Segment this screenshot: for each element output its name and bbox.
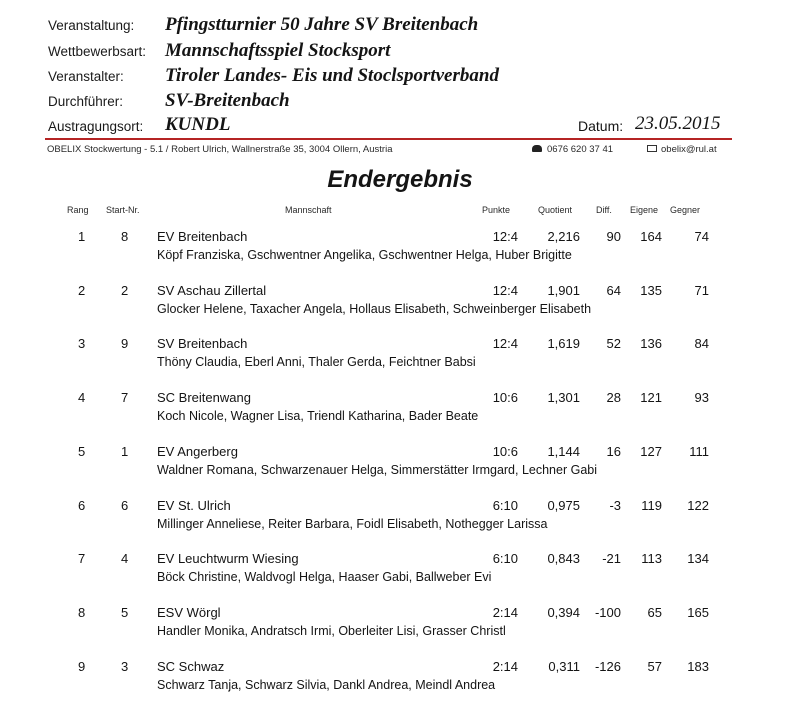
eigene-value: 127 — [640, 443, 662, 459]
gegner-value: 74 — [694, 229, 709, 244]
start-number: 3 — [121, 658, 129, 674]
field-value-wettbewerbsart: Mannschaftsspiel Stocksport — [165, 40, 391, 61]
eigene-value: 113 — [641, 551, 662, 567]
team-name: SV Aschau Zillertal — [157, 282, 267, 298]
col-diff: Diff. — [596, 205, 612, 215]
punkte-value: 6:10 — [492, 551, 518, 567]
gegner-value: 93 — [694, 390, 709, 406]
col-gegner: Gegner — [670, 205, 701, 215]
eigene-value: 136 — [640, 336, 662, 352]
team-name: EV Angerberg — [157, 443, 238, 459]
punkte-value: 2:14 — [492, 658, 518, 674]
quotient-value: 0,311 — [548, 658, 580, 674]
start-number: 4 — [121, 551, 129, 567]
header-divider — [45, 138, 732, 140]
col-start: Start-Nr. — [106, 205, 140, 215]
field-label-austragungsort: Austragungsort: — [48, 119, 144, 134]
start-number: 6 — [121, 497, 129, 513]
team-name: SC Schwaz — [157, 658, 225, 674]
datum-label: Datum: — [578, 118, 624, 134]
punkte-value: 10:6 — [492, 443, 518, 459]
phone-number: 0676 620 37 41 — [547, 144, 614, 155]
eigene-value: 164 — [640, 229, 662, 244]
gegner-value: 183 — [687, 658, 709, 674]
quotient-value: 2,216 — [547, 229, 580, 244]
quotient-value: 0,843 — [547, 551, 580, 567]
rang-value: 7 — [78, 551, 86, 567]
team-name: SC Breitenwang — [157, 390, 251, 406]
quotient-value: 0,394 — [547, 604, 580, 620]
diff-value: 90 — [606, 229, 621, 244]
diff-value: 16 — [606, 443, 621, 459]
field-label-veranstalter: Veranstalter: — [48, 69, 124, 84]
field-value-durchfuehrer: SV-Breitenbach — [165, 90, 290, 111]
field-value-veranstalter: Tiroler Landes- Eis und Stoclsportverband — [165, 65, 499, 86]
rang-value: 2 — [78, 282, 86, 298]
punkte-value: 6:10 — [492, 497, 518, 513]
datum-value: 23.05.2015 — [635, 113, 721, 134]
software-credit: OBELIX Stockwertung - 5.1 / Robert Ulrich, Wallnerstraße 35, 3004 Ollern, Austria — [47, 144, 393, 155]
quotient-value: 1,301 — [547, 390, 580, 406]
field-label-durchfuehrer: Durchführer: — [48, 94, 124, 109]
eigene-value: 121 — [640, 390, 662, 406]
gegner-value: 71 — [694, 282, 709, 298]
rang-value: 5 — [78, 443, 86, 459]
start-number: 8 — [121, 229, 129, 244]
team-name: EV Breitenbach — [157, 229, 248, 244]
punkte-value: 12:4 — [492, 229, 518, 244]
rang-value: 9 — [78, 658, 86, 674]
gegner-value: 134 — [687, 551, 709, 567]
players-list: Waldner Romana, Schwarzenauer Helga, Simmerstätter Irmgard, Lechner Gabi — [157, 462, 598, 477]
players-list: Thöny Claudia, Eberl Anni, Thaler Gerda, Feichtner Babsi — [157, 355, 476, 370]
diff-value: -3 — [609, 497, 621, 513]
mail-icon — [647, 145, 657, 152]
phone-icon — [532, 145, 542, 152]
field-value-veranstaltung: Pfingstturnier 50 Jahre SV Breitenbach — [165, 14, 479, 35]
quotient-value: 0,975 — [547, 497, 580, 513]
start-number: 2 — [121, 282, 129, 298]
diff-value: 28 — [606, 390, 621, 406]
email-address: obelix@rul.at — [661, 144, 717, 155]
col-eigene: Eigene — [630, 205, 659, 215]
quotient-value: 1,144 — [547, 443, 580, 459]
eigene-value: 65 — [647, 604, 662, 620]
rang-value: 3 — [78, 336, 86, 352]
col-team: Mannschaft — [285, 205, 332, 215]
team-name: ESV Wörgl — [157, 604, 221, 620]
start-number: 9 — [121, 336, 129, 352]
rang-value: 4 — [78, 390, 86, 406]
diff-value: -100 — [594, 604, 621, 620]
players-list: Millinger Anneliese, Reiter Barbara, Foidl Elisabeth, Nothegger Larissa — [157, 516, 548, 531]
eigene-value: 119 — [641, 497, 662, 513]
players-list: Schwarz Tanja, Schwarz Silvia, Dankl Andrea, Meindl Andrea — [157, 677, 496, 692]
rang-value: 6 — [78, 497, 86, 513]
col-quotient: Quotient — [538, 205, 573, 215]
players-list: Glocker Helene, Taxacher Angela, Hollaus Elisabeth, Schweinberger Elisabeth — [157, 301, 592, 316]
gegner-value: 122 — [687, 497, 709, 513]
diff-value: 64 — [606, 282, 621, 298]
team-name: SV Breitenbach — [157, 336, 248, 352]
field-label-veranstaltung: Veranstaltung: — [48, 18, 135, 33]
players-list: Köpf Franziska, Gschwentner Angelika, Gschwentner Helga, Huber Brigitte — [157, 248, 572, 262]
team-name: EV St. Ulrich — [157, 497, 231, 513]
start-number: 1 — [121, 443, 129, 459]
rang-value: 8 — [78, 604, 86, 620]
punkte-value: 12:4 — [492, 282, 518, 298]
page-title: Endergebnis — [327, 166, 473, 193]
diff-value: -21 — [602, 551, 621, 567]
diff-value: -126 — [594, 658, 621, 674]
gegner-value: 165 — [687, 604, 709, 620]
players-list: Böck Christine, Waldvogl Helga, Haaser Gabi, Ballweber Evi — [157, 570, 492, 585]
eigene-value: 135 — [640, 282, 662, 298]
quotient-value: 1,619 — [547, 336, 580, 352]
players-list: Handler Monika, Andratsch Irmi, Oberleiter Lisi, Grasser Christl — [157, 623, 506, 638]
gegner-value: 84 — [694, 336, 709, 352]
eigene-value: 57 — [647, 658, 662, 674]
start-number: 5 — [121, 604, 129, 620]
punkte-value: 2:14 — [492, 604, 518, 620]
col-rang: Rang — [67, 205, 89, 215]
start-number: 7 — [121, 390, 129, 406]
diff-value: 52 — [606, 336, 621, 352]
players-list: Koch Nicole, Wagner Lisa, Triendl Katharina, Bader Beate — [157, 409, 479, 424]
gegner-value: 111 — [689, 443, 709, 459]
field-value-austragungsort: KUNDL — [165, 114, 231, 135]
col-punkte: Punkte — [482, 205, 511, 215]
field-label-wettbewerbsart: Wettbewerbsart: — [48, 44, 147, 59]
quotient-value: 1,901 — [547, 282, 580, 298]
rang-value: 1 — [78, 229, 86, 244]
team-name: EV Leuchtwurm Wiesing — [157, 551, 299, 567]
punkte-value: 10:6 — [492, 390, 518, 406]
punkte-value: 12:4 — [492, 336, 518, 352]
